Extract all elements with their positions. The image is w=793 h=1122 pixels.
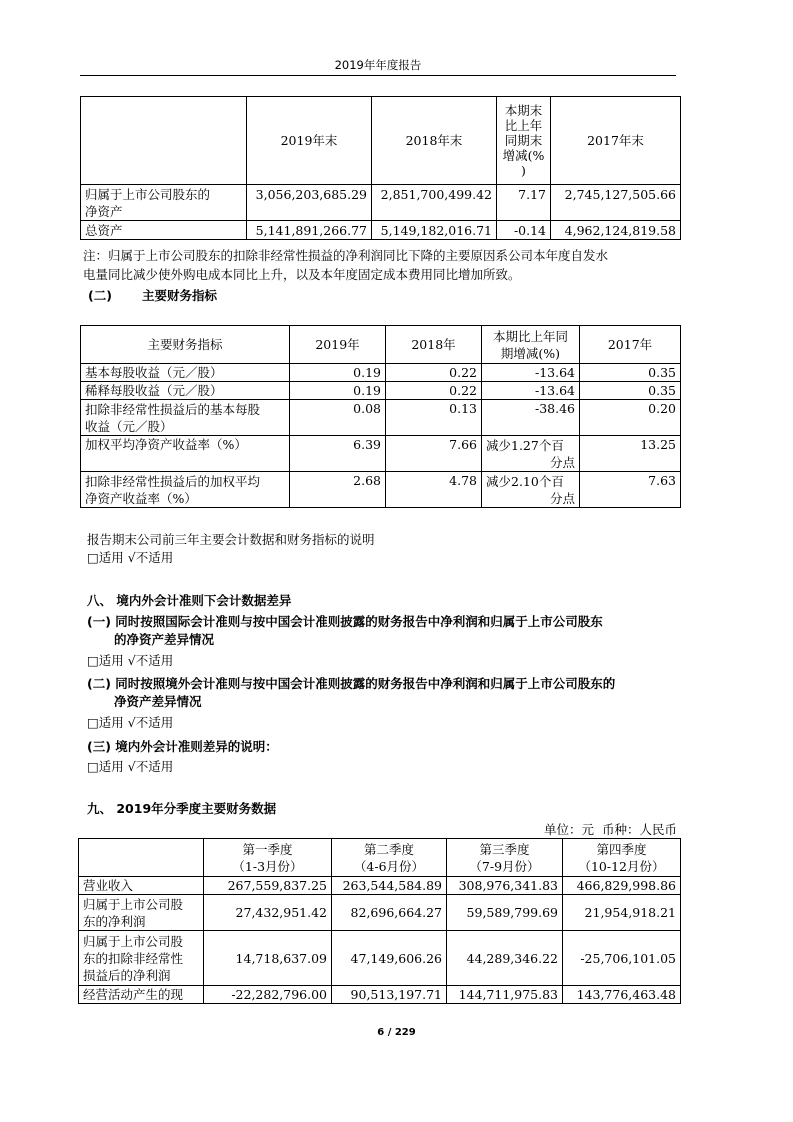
cell-q4: 21,954,918.21 (563, 895, 681, 931)
cell-q2: 82,696,664.27 (332, 895, 447, 931)
header-line: 期增减(%) (500, 345, 561, 361)
applicability-checkbox: □适用 √不适用 (87, 550, 174, 565)
label-line: 净资产 (85, 203, 123, 219)
cell-2017: 2,745,127,505.66 (551, 185, 681, 221)
row-label: 经营活动产生的现 (79, 986, 204, 1004)
section-9-title: 九、 2019年分季度主要财务数据 (87, 801, 277, 816)
row-label (81, 185, 247, 221)
subsection-2-line1: (二) 同时按照境外会计准则与按中国会计准则披露的财务报告中净利润和归属于上市公司股东的 (87, 676, 616, 691)
section-title: 主要财务指标 (142, 288, 218, 303)
row-label: 基本每股收益（元／股） (81, 364, 290, 382)
row-label (79, 895, 204, 931)
subsection-3-title: (三) 境内外会计准则差异的说明： (87, 739, 278, 754)
label-line: 东的扣除非经常性 (83, 950, 184, 966)
header-line: 第一季度 (242, 841, 293, 857)
header-cell-q1 (204, 839, 332, 877)
cell-2019: 0.19 (290, 382, 386, 400)
financial-indicators-table (80, 325, 681, 508)
cell-2017: 0.35 (580, 364, 681, 382)
table-row (79, 986, 681, 1004)
cell-q1: 14,718,637.09 (204, 931, 332, 986)
cell-2018: 0.13 (386, 400, 482, 436)
section-8-title: 八、 境内外会计准则下会计数据差异 (87, 593, 292, 608)
label-line: 归属于上市公司股东的 (85, 186, 211, 202)
cell-2019: 6.39 (290, 436, 386, 472)
cell-q2: 90,513,197.71 (332, 986, 447, 1004)
cell-q3: 44,289,346.22 (447, 931, 563, 986)
cell-q1: 27,432,951.42 (204, 895, 332, 931)
cell-change: 7.17 (497, 185, 551, 221)
label-line: 收益（元／股） (85, 418, 173, 434)
subsection-1-line2: 的净资产差异情况 (114, 632, 215, 647)
cell-change (482, 472, 580, 508)
page-header-title: 2019年年度报告 (334, 58, 422, 72)
note-line: 注：归属于上市公司股东的扣除非经常性损益的净利润同比下降的主要原因系公司本年度自发水 (83, 248, 609, 263)
subsection-1-checkbox: □适用 √不适用 (87, 653, 174, 668)
cell-q3: 144,711,975.83 (447, 986, 563, 1004)
header-line: 本期比上年同 (492, 328, 568, 344)
cell-2019: 0.19 (290, 364, 386, 382)
header-cell-2018: 2018年 (386, 326, 482, 364)
cell-2019: 5,141,891,266.77 (247, 221, 372, 240)
cell-2017: 13.25 (580, 436, 681, 472)
page-number: 6 / 229 (377, 1027, 416, 1038)
table-row (81, 382, 681, 400)
cell-2017: 0.20 (580, 400, 681, 436)
header-cell-empty (81, 97, 247, 185)
header-cell-q3 (447, 839, 563, 877)
cell-2017: 4,962,124,819.58 (551, 221, 681, 240)
header-cell-q4 (563, 839, 681, 877)
header-cell-q2 (332, 839, 447, 877)
cell-q3: 308,976,341.83 (447, 877, 563, 895)
row-label: 营业收入 (79, 877, 204, 895)
table-row (81, 364, 681, 382)
header-cell-change (482, 326, 580, 364)
header-line: （4-6月份） (353, 858, 425, 874)
table-row (81, 472, 681, 508)
header-cell-2018: 2018年末 (372, 97, 497, 185)
label-line: 东的净利润 (83, 913, 146, 929)
table-header-row (81, 97, 681, 185)
header-line: 第二季度 (363, 841, 414, 857)
cell-q4: -25,706,101.05 (563, 931, 681, 986)
cell-q1: -22,282,796.00 (204, 986, 332, 1004)
table-row (81, 221, 681, 240)
note-paragraph (83, 246, 683, 284)
unit-currency: 单位：元 币种：人民币 (544, 822, 677, 837)
header-line: （10-12月份） (578, 858, 665, 874)
header-line: （7-9月份） (469, 858, 540, 874)
header-line: 第四季度 (596, 841, 647, 857)
header-line: 同期末 (504, 133, 543, 148)
balance-table (80, 96, 681, 240)
cell-2018: 0.22 (386, 382, 482, 400)
table-row (81, 185, 681, 221)
table-header-row (79, 839, 681, 877)
table-row (79, 877, 681, 895)
header-cell-2017: 2017年 (580, 326, 681, 364)
cell-change: -13.64 (482, 364, 580, 382)
change-line: 分点 (549, 454, 575, 470)
header-divider (80, 75, 676, 76)
change-line: 减少1.27个百 (486, 437, 564, 453)
table-row (81, 436, 681, 472)
header-cell-2017: 2017年末 (551, 97, 681, 185)
header-line: ) (521, 163, 526, 178)
note-line: 电量同比减少使外购电成本同比上升，以及本年度固定成本费用同比增加所致。 (83, 267, 521, 282)
row-label (81, 400, 290, 436)
cell-change: -38.46 (482, 400, 580, 436)
cell-2018: 5,149,182,016.71 (372, 221, 497, 240)
table-row (81, 400, 681, 436)
cell-2019: 0.08 (290, 400, 386, 436)
change-line: 分点 (549, 490, 575, 506)
label-line: 净资产收益率（%） (85, 490, 197, 506)
cell-q4: 143,776,463.48 (563, 986, 681, 1004)
label-line: 归属于上市公司股 (83, 933, 184, 949)
cell-2018: 2,851,700,499.42 (372, 185, 497, 221)
cell-2018: 0.22 (386, 364, 482, 382)
subsection-3-checkbox: □适用 √不适用 (87, 759, 174, 774)
row-label (81, 472, 290, 508)
cell-q2: 263,544,584.89 (332, 877, 447, 895)
explain-text: 报告期末公司前三年主要会计数据和财务指标的说明 (87, 532, 375, 547)
header-cell-2019: 2019年 (290, 326, 386, 364)
change-line: 减少2.10个百 (486, 473, 564, 489)
header-cell-indicator: 主要财务指标 (81, 326, 290, 364)
cell-2018: 4.78 (386, 472, 482, 508)
cell-q3: 59,589,799.69 (447, 895, 563, 931)
section-number: (二) (88, 288, 112, 303)
subsection-2-line2: 净资产差异情况 (114, 694, 202, 709)
cell-2019: 3,056,203,685.29 (247, 185, 372, 221)
table-header-row (81, 326, 681, 364)
table-row (79, 895, 681, 931)
subsection-1-line1: (一) 同时按照国际会计准则与按中国会计准则披露的财务报告中净利润和归属于上市公司股东 (87, 614, 603, 629)
cell-2019: 2.68 (290, 472, 386, 508)
header-cell-empty (79, 839, 204, 877)
header-cell-2019: 2019年末 (247, 97, 372, 185)
row-label: 稀释每股收益（元／股） (81, 382, 290, 400)
cell-change: -13.64 (482, 382, 580, 400)
label-line: 损益后的净利润 (83, 967, 171, 983)
header-line: 比上年 (504, 118, 543, 133)
label-line: 扣除非经常性损益后的加权平均 (85, 473, 261, 489)
quarterly-table (78, 838, 681, 1004)
header-line: 增减(% (502, 148, 545, 163)
header-line: 第三季度 (479, 841, 530, 857)
row-label: 加权平均净资产收益率（%） (81, 436, 290, 472)
table-row (79, 931, 681, 986)
cell-2018: 7.66 (386, 436, 482, 472)
cell-q4: 466,829,998.86 (563, 877, 681, 895)
cell-2017: 7.63 (580, 472, 681, 508)
row-label (79, 931, 204, 986)
header-cell-change (497, 97, 551, 185)
label-line: 扣除非经常性损益后的基本每股 (85, 401, 261, 417)
label-line: 归属于上市公司股 (83, 896, 184, 912)
cell-change: -0.14 (497, 221, 551, 240)
header-line: （1-3月份） (232, 858, 303, 874)
cell-change (482, 436, 580, 472)
subsection-2-checkbox: □适用 √不适用 (87, 715, 174, 730)
cell-q1: 267,559,837.25 (204, 877, 332, 895)
row-label: 总资产 (81, 221, 247, 240)
cell-2017: 0.35 (580, 382, 681, 400)
header-line: 本期末 (504, 103, 543, 118)
cell-q2: 47,149,606.26 (332, 931, 447, 986)
